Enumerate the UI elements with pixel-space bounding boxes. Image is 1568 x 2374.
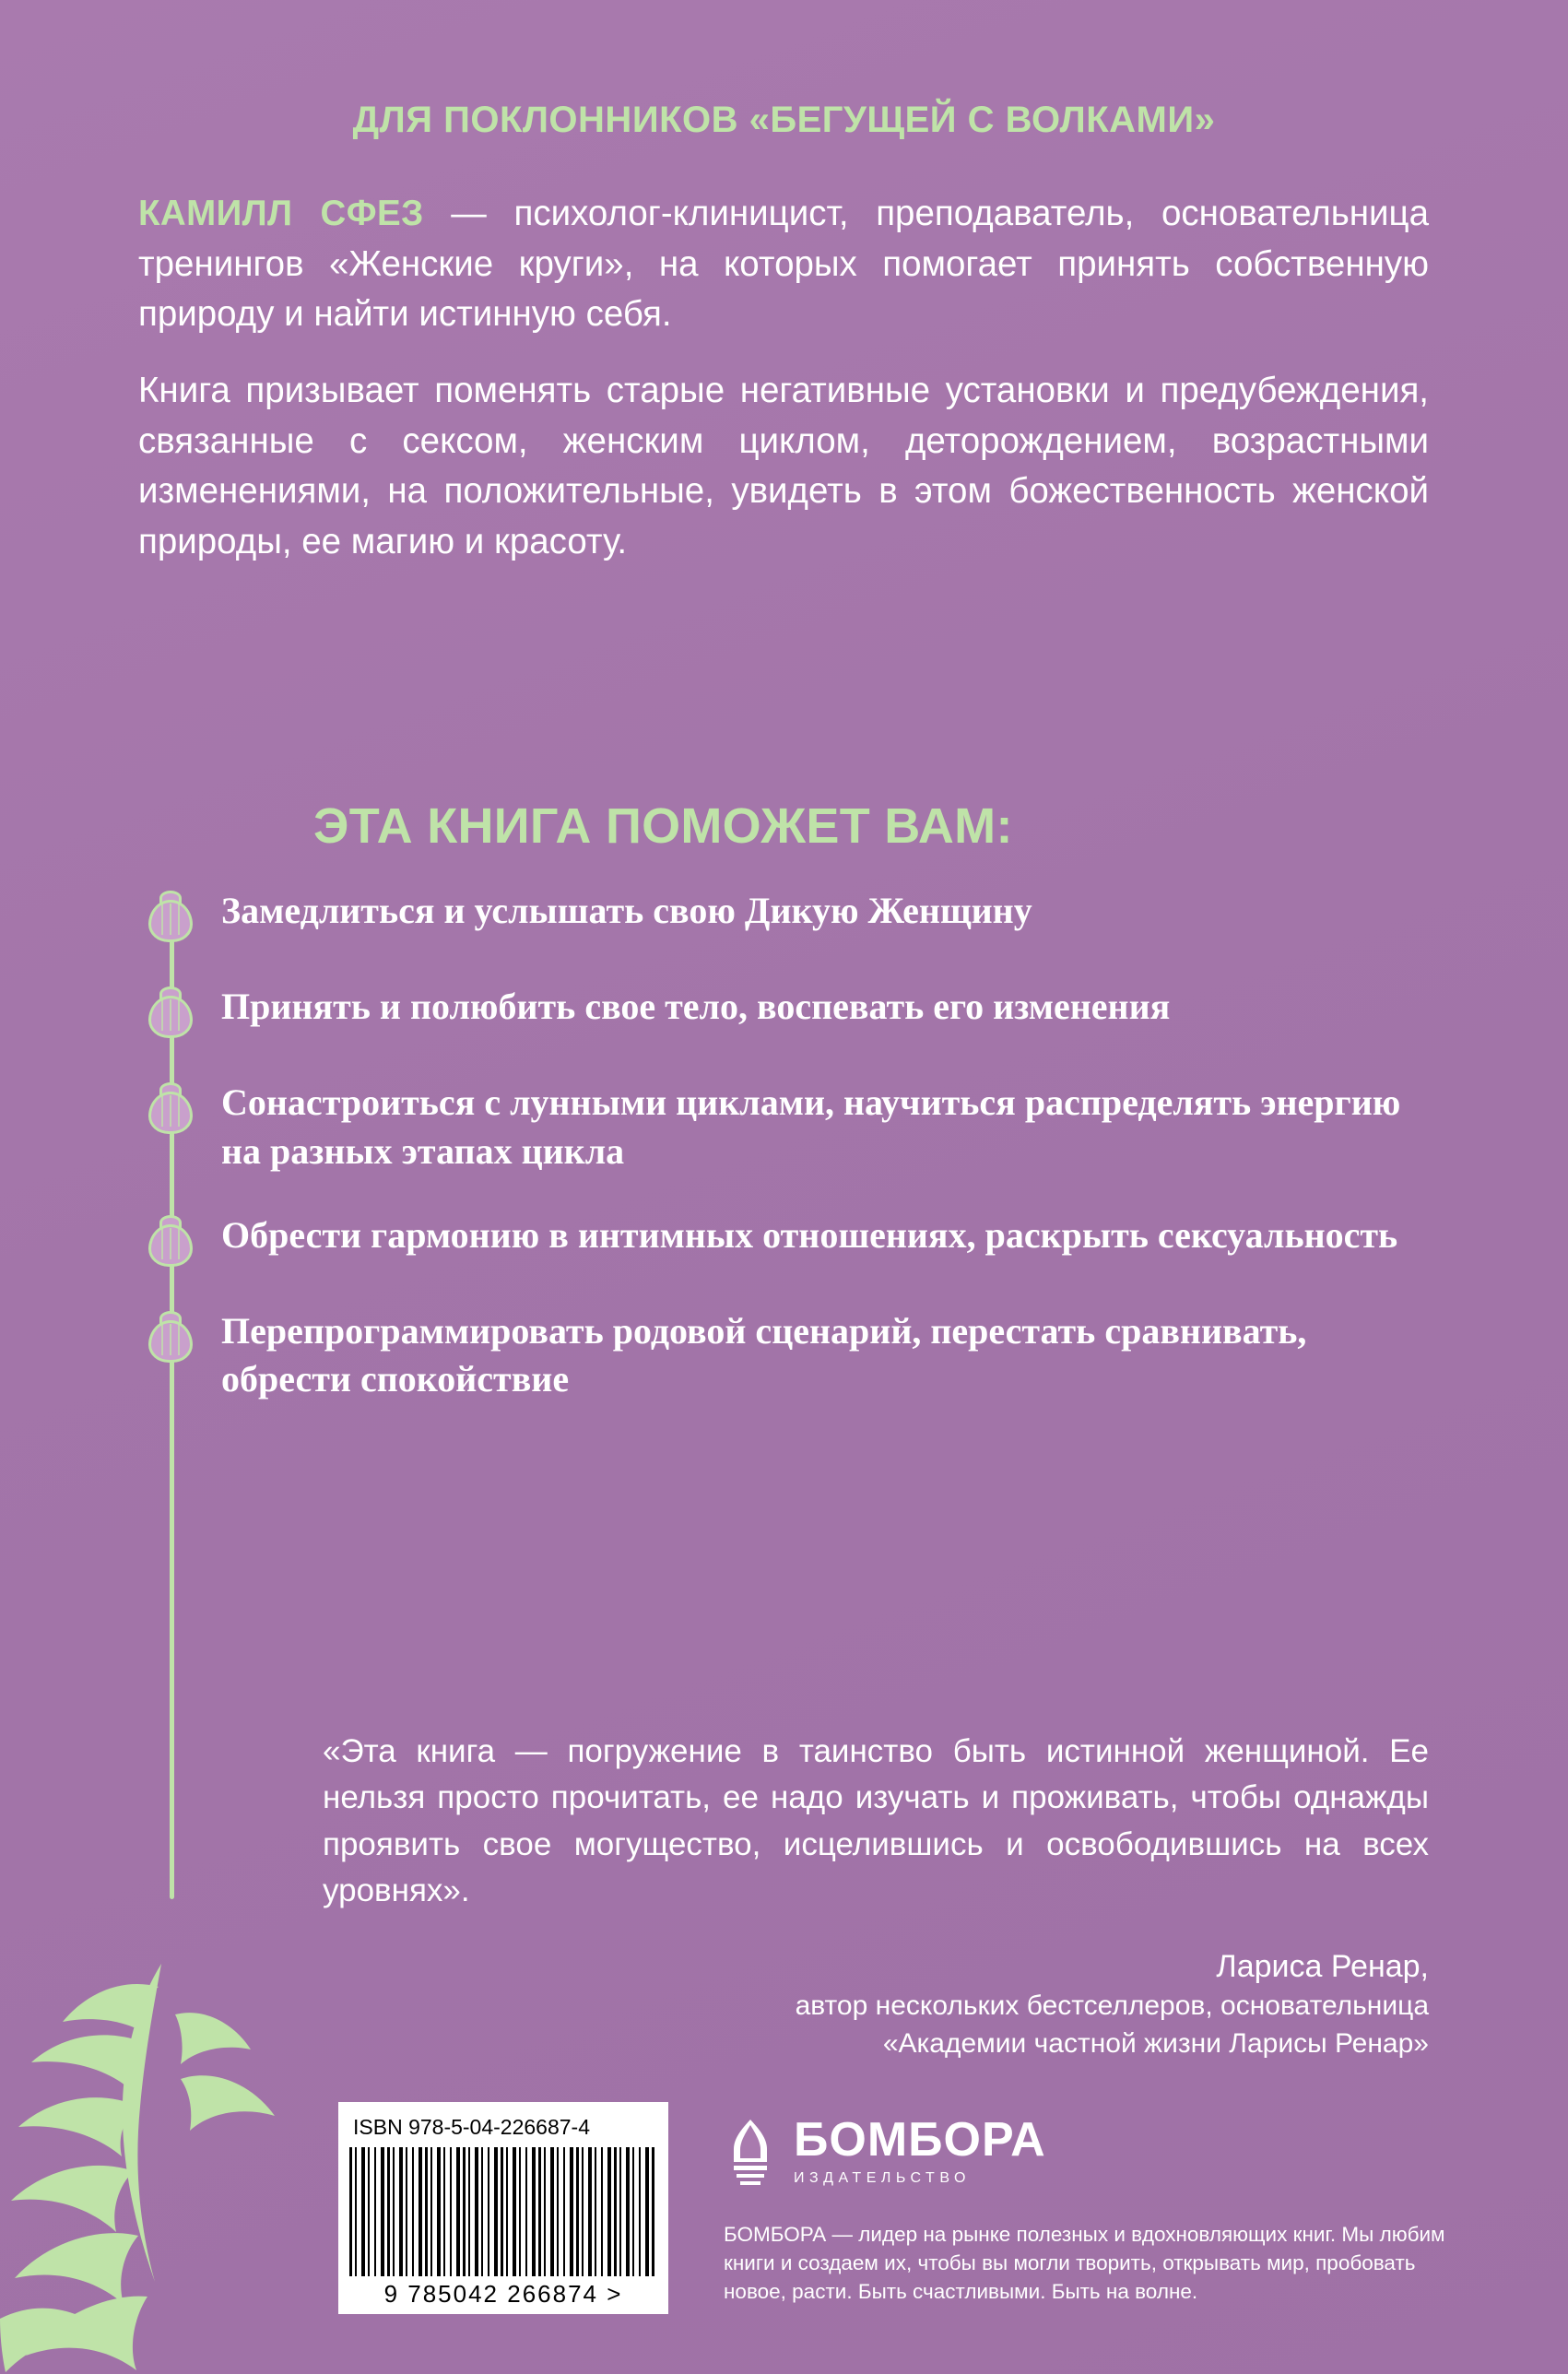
bullet-wrap	[120, 885, 221, 948]
quote-attribution	[323, 1945, 1429, 2063]
isbn-number: ISBN 978-5-04-226687-4	[353, 2115, 590, 2139]
eyebrow-tagline: ДЛЯ ПОКЛОННИКОВ «БЕГУЩЕЙ С ВОЛКАМИ»	[352, 100, 1216, 140]
publisher-subtitle: ИЗДАТЕЛЬСТВО	[794, 2170, 971, 2186]
list-item-label: Обрести гармонию в интимных отношениях, раскрыть сексуальность	[221, 1213, 1398, 1256]
list-item-label: Замедлиться и услышать свою Дикую Женщину	[221, 890, 1032, 931]
list-item	[120, 981, 1410, 1044]
publisher-name: БОМБОРА	[794, 2113, 1046, 2167]
list-item	[120, 1210, 1410, 1272]
list-item	[120, 1305, 1410, 1405]
poppy-bud-icon	[143, 1215, 198, 1272]
author-name: КАМИЛЛ СФЕЗ	[138, 194, 424, 233]
benefits-heading: ЭТА КНИГА ПОМОЖЕТ ВАМ:	[313, 798, 1013, 854]
list-item	[120, 885, 1410, 948]
poppy-bud-icon	[143, 1082, 198, 1140]
isbn-barcode	[338, 2102, 668, 2314]
barcode-digits: 9 785042 266874 >	[383, 2280, 623, 2308]
list-item-label: Принять и полюбить свое тело, воспевать его изменения	[221, 986, 1171, 1027]
bullet-wrap	[120, 1305, 221, 1368]
poppy-bud-icon	[143, 986, 198, 1044]
bullet-wrap	[120, 1077, 221, 1140]
list-item-label: Сонастроиться с лунными циклами, научиться распределять энергию на разных этапах цикла	[221, 1081, 1401, 1172]
review-quote: «Эта книга — погружение в таинство быть истинной женщиной. Ее нельзя просто прочитать, ее надо изучать и проживать, чтобы однажды проявить свое могущество, исцелившись и освободившись на всех уровнях».	[323, 1733, 1429, 1909]
bullet-wrap	[120, 1210, 221, 1272]
bombora-mark-icon	[724, 2118, 777, 2186]
benefits-list	[120, 885, 1410, 1437]
quote-author-name: Лариса Ренар,	[1216, 1949, 1429, 1984]
quote-author-desc-line-1: автор нескольких бестселлеров, основательница	[795, 1990, 1429, 2022]
list-item	[120, 1077, 1410, 1176]
author-paragraph	[138, 189, 1429, 340]
leaf-decoration-icon	[0, 1802, 350, 2374]
list-item-label: Перепрограммировать родовой сценарий, перестать сравнивать, обрести спокойствие	[221, 1309, 1307, 1400]
author-bio: — психолог-клиницист, преподаватель, основательница тренингов «Женские круги», на которых помогает принять собственную природу и найти истинную себя.	[138, 194, 1429, 335]
barcode-bars	[349, 2147, 657, 2276]
quote-author-desc-line-2: «Академии частной жизни Ларисы Ренар»	[882, 2028, 1429, 2060]
intro-block	[138, 189, 1429, 594]
poppy-bud-icon	[143, 1311, 198, 1368]
description-paragraph: Книга призывает поменять старые негативные установки и предубеждения, связанные с сексом, женским циклом, деторождением, возрастными изменениями, на положительные, увидеть в этом божественность женской природы, ее магию и красоту.	[138, 370, 1429, 561]
poppy-bud-icon	[143, 891, 198, 948]
publisher-logo	[724, 2113, 1046, 2187]
publisher-blurb: БОМБОРА — лидер на рынке полезных и вдохновляющих книг. Мы любим книги и создаем их, чтобы вы могли творить, открывать мир, пробовать новое, расти. Быть счастливыми. Быть на волне.	[724, 2223, 1445, 2304]
bullet-wrap	[120, 981, 221, 1044]
